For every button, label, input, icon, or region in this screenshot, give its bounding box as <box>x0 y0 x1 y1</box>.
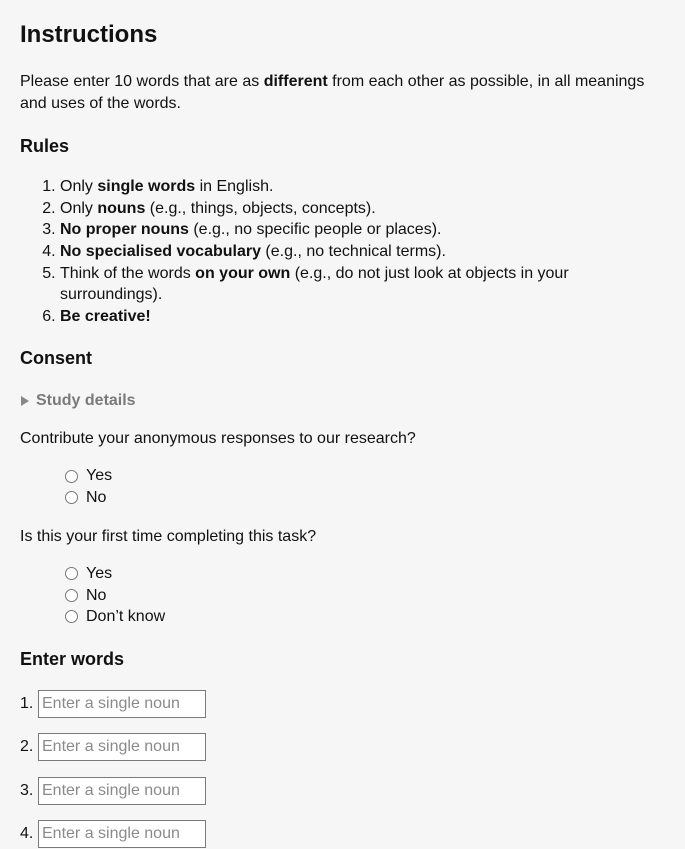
word-input-2[interactable] <box>38 733 206 761</box>
consent-heading: Consent <box>20 348 92 369</box>
first-time-option-dont-know[interactable]: Don’t know <box>65 606 665 628</box>
rule-item: 6. Be creative! <box>60 306 665 328</box>
page <box>0 20 685 848</box>
word-row <box>20 820 665 848</box>
disclosure-triangle-icon <box>21 396 29 406</box>
radio-button[interactable] <box>65 589 78 602</box>
radio-button[interactable] <box>65 610 78 623</box>
study-details-toggle[interactable] <box>20 390 665 412</box>
rule-item: 5. Think of the words on your own (e.g., do not just look at objects in your surroundings). <box>60 263 665 306</box>
consent-question: Contribute your anonymous responses to our research? <box>20 429 416 447</box>
word-row <box>20 690 665 718</box>
rule-item: 4. No specialised vocabulary (e.g., no technical terms). <box>60 241 665 263</box>
rules-heading: Rules <box>20 136 70 157</box>
radio-button[interactable] <box>65 470 78 483</box>
study-details-label: Study details <box>36 392 136 410</box>
rules-list <box>20 176 665 327</box>
rule-item: 1. Only single words in English. <box>60 176 665 198</box>
word-row <box>20 777 665 805</box>
word-number: 2. <box>20 738 34 756</box>
consent-options <box>65 466 665 509</box>
word-number: 3. <box>20 781 34 799</box>
word-number: 4. <box>20 825 34 843</box>
word-number: 1. <box>20 694 34 712</box>
word-input-4[interactable] <box>38 820 206 848</box>
instructions-heading: Instructions <box>20 21 158 48</box>
consent-option-no[interactable]: No <box>65 487 665 509</box>
instructions-text: Please enter 10 words that are as different from each other as possible, in all meanings and uses of the words. <box>20 73 645 112</box>
first-time-options <box>65 563 665 628</box>
radio-button[interactable] <box>65 567 78 580</box>
word-row <box>20 733 665 761</box>
first-time-option-no[interactable]: No <box>65 585 665 607</box>
rule-item: 3. No proper nouns (e.g., no specific people or places). <box>60 219 665 241</box>
word-input-1[interactable] <box>38 690 206 718</box>
word-list <box>20 690 665 849</box>
radio-button[interactable] <box>65 491 78 504</box>
first-time-option-yes[interactable]: Yes <box>65 563 665 585</box>
enter-words-heading: Enter words <box>20 648 125 669</box>
word-input-3[interactable] <box>38 777 206 805</box>
consent-option-yes[interactable]: Yes <box>65 466 665 488</box>
first-time-question: Is this your first time completing this task? <box>20 527 317 545</box>
rule-item: 2. Only nouns (e.g., things, objects, concepts). <box>60 198 665 220</box>
